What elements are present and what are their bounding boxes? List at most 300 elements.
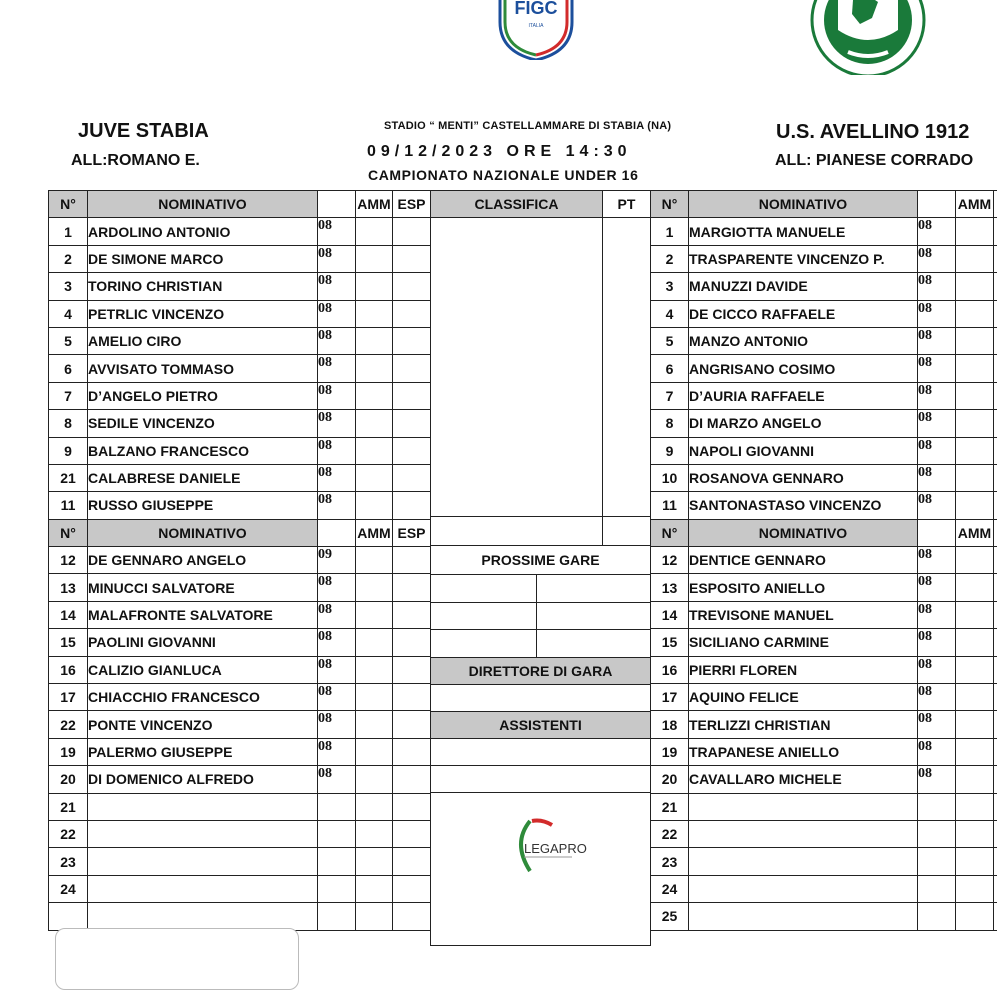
home-sub-row (49, 848, 431, 875)
home-sub-number: 22 (49, 711, 88, 738)
away-starter-number: 7 (651, 382, 689, 409)
pt-header: PT (603, 191, 651, 218)
home-sub-row (49, 903, 431, 930)
home-starter-esp-cell (393, 327, 431, 354)
home-sub-number: 12 (49, 547, 88, 574)
away-sub-amm-cell (956, 738, 994, 765)
assistente-2-field (431, 765, 651, 792)
away-sub-number: 17 (651, 684, 689, 711)
away-starter-name: DE CICCO RAFFAELE (689, 300, 918, 327)
home-starter-esp-cell (393, 464, 431, 491)
away-starter-esp-cell (994, 245, 997, 272)
away-starter-esp-cell (994, 437, 997, 464)
classifica-header: CLASSIFICA (431, 191, 603, 218)
away-sub-esp-cell (994, 820, 997, 847)
away-starter-amm-cell (956, 437, 994, 464)
away-starter-birth-year: 08 (918, 492, 956, 519)
home-sub-number: 21 (49, 793, 88, 820)
away-starter-row (651, 464, 997, 491)
col-nominativo-header: NOMINATIVO (88, 191, 318, 218)
away-sub-amm-cell (956, 601, 994, 628)
away-sub-esp-cell (994, 848, 997, 875)
home-sub-amm-cell (356, 875, 393, 902)
away-sub-number: 22 (651, 820, 689, 847)
away-sub-amm-cell (956, 684, 994, 711)
home-sub-name: MINUCCI SALVATORE (88, 574, 318, 601)
home-sub-esp-cell (393, 848, 431, 875)
home-sub-row (49, 684, 431, 711)
away-starter-birth-year: 08 (918, 355, 956, 382)
away-starter-number: 9 (651, 437, 689, 464)
home-sub-amm-cell (356, 820, 393, 847)
home-sub-name: DI DOMENICO ALFREDO (88, 766, 318, 793)
home-sub-amm-cell (356, 903, 393, 930)
away-starter-name: ANGRISANO COSIMO (689, 355, 918, 382)
stadium-name: STADIO “ MENTI” CASTELLAMMARE DI STABIA (NA) (384, 120, 671, 132)
home-starter-number: 3 (49, 273, 88, 300)
match-datetime: 09/12/2023 ORE 14:30 (367, 143, 632, 161)
home-starter-row (49, 410, 431, 437)
avellino-crest (808, 0, 928, 75)
assistenti-header: ASSISTENTI (431, 711, 651, 738)
away-starter-amm-cell (956, 464, 994, 491)
home-starter-row (49, 273, 431, 300)
home-sub-esp-cell (393, 656, 431, 683)
home-starter-amm-cell (356, 355, 393, 382)
home-sub-number: 22 (49, 820, 88, 847)
away-starter-esp-cell (994, 492, 997, 519)
away-sub-esp-cell (994, 574, 997, 601)
home-sub-row (49, 766, 431, 793)
away-starter-name: NAPOLI GIOVANNI (689, 437, 918, 464)
away-starter-row (651, 410, 997, 437)
pt-box (603, 218, 651, 517)
away-starter-birth-year: 08 (918, 437, 956, 464)
away-starter-name: DI MARZO ANGELO (689, 410, 918, 437)
away-starter-esp-cell (994, 382, 997, 409)
home-sub-birth-year: 08 (318, 656, 356, 683)
direttore-header: DIRETTORE DI GARA (431, 657, 651, 684)
home-starter-number: 1 (49, 218, 88, 245)
away-sub-row (651, 820, 997, 847)
away-starter-name: TRASPARENTE VINCENZO P. (689, 245, 918, 272)
home-starter-name: TORINO CHRISTIAN (88, 273, 318, 300)
home-sub-amm-cell (356, 629, 393, 656)
home-sub-row (49, 574, 431, 601)
away-starter-row (651, 355, 997, 382)
home-sub-name: PALERMO GIUSEPPE (88, 738, 318, 765)
away-sub-number: 13 (651, 574, 689, 601)
away-starter-number: 6 (651, 355, 689, 382)
away-starter-esp-cell (994, 410, 997, 437)
home-sub-name: PONTE VINCENZO (88, 711, 318, 738)
home-starter-number: 7 (49, 382, 88, 409)
home-sub-row (49, 629, 431, 656)
home-starter-name: PETRLIC VINCENZO (88, 300, 318, 327)
overlay-card[interactable] (55, 928, 299, 990)
home-starter-amm-cell (356, 327, 393, 354)
home-sub-amm-cell (356, 711, 393, 738)
away-sub-birth-year: 08 (918, 766, 956, 793)
away-sub-name: DENTICE GENNARO (689, 547, 918, 574)
home-sub-esp-cell (393, 738, 431, 765)
col-number-header: N° (49, 519, 88, 546)
home-starter-row (49, 327, 431, 354)
away-sub-name (689, 848, 918, 875)
away-starter-row (651, 492, 997, 519)
away-sub-amm-cell (956, 875, 994, 902)
away-starter-birth-year: 08 (918, 327, 956, 354)
home-starter-name: ARDOLINO ANTONIO (88, 218, 318, 245)
home-starter-esp-cell (393, 410, 431, 437)
away-sub-amm-cell (956, 574, 994, 601)
home-starter-birth-year: 08 (318, 492, 356, 519)
away-starter-number: 11 (651, 492, 689, 519)
home-starter-name: D’ANGELO PIETRO (88, 382, 318, 409)
away-sub-name: TREVISONE MANUEL (689, 601, 918, 628)
away-sub-birth-year: 08 (918, 738, 956, 765)
home-sub-esp-cell (393, 875, 431, 902)
away-sub-name: ESPOSITO ANIELLO (689, 574, 918, 601)
away-sub-row (651, 793, 997, 820)
away-sub-number: 19 (651, 738, 689, 765)
away-sub-esp-cell (994, 766, 997, 793)
home-sub-birth-year: 08 (318, 574, 356, 601)
figc-logo-text: FIGC (515, 0, 558, 18)
home-sub-number: 15 (49, 629, 88, 656)
home-sub-esp-cell (393, 903, 431, 930)
home-sub-esp-cell (393, 766, 431, 793)
away-sub-number: 20 (651, 766, 689, 793)
home-sub-birth-year (318, 793, 356, 820)
away-starter-esp-cell (994, 355, 997, 382)
away-sub-esp-cell (994, 684, 997, 711)
home-starter-esp-cell (393, 218, 431, 245)
home-sub-number: 16 (49, 656, 88, 683)
home-sub-name (88, 820, 318, 847)
competition-name: CAMPIONATO NAZIONALE UNDER 16 (368, 167, 638, 183)
home-starter-esp-cell (393, 245, 431, 272)
col-amm-header: AMM (956, 519, 994, 546)
away-starter-esp-cell (994, 327, 997, 354)
away-starters-body (651, 191, 997, 520)
away-starter-amm-cell (956, 245, 994, 272)
away-sub-esp-cell (994, 875, 997, 902)
home-sub-esp-cell (393, 629, 431, 656)
away-starter-number: 1 (651, 218, 689, 245)
away-sub-number: 24 (651, 875, 689, 902)
home-starter-birth-year: 08 (318, 464, 356, 491)
away-starter-birth-year: 08 (918, 410, 956, 437)
away-sub-birth-year: 08 (918, 574, 956, 601)
home-starter-esp-cell (393, 437, 431, 464)
home-sub-esp-cell (393, 793, 431, 820)
away-subs-header-row (651, 519, 997, 546)
home-sub-name (88, 793, 318, 820)
away-starter-esp-cell (994, 273, 997, 300)
home-starter-amm-cell (356, 464, 393, 491)
home-sub-row (49, 793, 431, 820)
home-sub-birth-year: 08 (318, 766, 356, 793)
home-starter-amm-cell (356, 273, 393, 300)
away-sub-amm-cell (956, 629, 994, 656)
home-sub-row (49, 601, 431, 628)
home-sub-number: 19 (49, 738, 88, 765)
away-sub-name: PIERRI FLOREN (689, 656, 918, 683)
away-sub-row (651, 601, 997, 628)
home-starter-esp-cell (393, 300, 431, 327)
away-sub-name: CAVALLARO MICHELE (689, 766, 918, 793)
away-starter-amm-cell (956, 218, 994, 245)
away-roster-table (650, 190, 997, 931)
home-starter-name: SEDILE VINCENZO (88, 410, 318, 437)
home-starter-number: 5 (49, 327, 88, 354)
home-starter-number: 21 (49, 464, 88, 491)
away-starter-amm-cell (956, 273, 994, 300)
away-sub-birth-year: 08 (918, 601, 956, 628)
home-starter-number: 6 (49, 355, 88, 382)
home-starter-amm-cell (356, 300, 393, 327)
away-sub-esp-cell (994, 738, 997, 765)
home-sub-row (49, 547, 431, 574)
home-sub-name: PAOLINI GIOVANNI (88, 629, 318, 656)
home-starter-number: 8 (49, 410, 88, 437)
away-sub-number: 16 (651, 656, 689, 683)
away-starter-birth-year: 08 (918, 218, 956, 245)
home-sub-amm-cell (356, 656, 393, 683)
prossime-gare-header: PROSSIME GARE (431, 546, 651, 575)
home-starters-body (49, 191, 431, 520)
away-sub-row (651, 574, 997, 601)
away-sub-amm-cell (956, 848, 994, 875)
away-starter-row (651, 300, 997, 327)
away-header-row (651, 191, 997, 218)
away-sub-birth-year (918, 793, 956, 820)
home-starter-row (49, 355, 431, 382)
home-starter-name: BALZANO FRANCESCO (88, 437, 318, 464)
away-starter-number: 5 (651, 327, 689, 354)
away-sub-row (651, 766, 997, 793)
home-starter-amm-cell (356, 245, 393, 272)
home-starter-number: 4 (49, 300, 88, 327)
away-sub-row (651, 738, 997, 765)
home-sub-birth-year: 08 (318, 711, 356, 738)
home-starter-row (49, 218, 431, 245)
home-starter-name: CALABRESE DANIELE (88, 464, 318, 491)
away-sub-amm-cell (956, 711, 994, 738)
away-sub-esp-cell (994, 547, 997, 574)
away-starter-birth-year: 08 (918, 464, 956, 491)
away-starter-amm-cell (956, 382, 994, 409)
away-starter-amm-cell (956, 410, 994, 437)
away-sub-name: TRAPANESE ANIELLO (689, 738, 918, 765)
away-sub-esp-cell (994, 793, 997, 820)
away-subs-body (651, 519, 997, 930)
away-sub-amm-cell (956, 766, 994, 793)
home-sub-name: MALAFRONTE SALVATORE (88, 601, 318, 628)
home-sub-birth-year: 08 (318, 738, 356, 765)
away-team-name: U.S. AVELLINO 1912 (776, 121, 969, 144)
direttore-field (431, 684, 651, 711)
home-starter-name: AVVISATO TOMMASO (88, 355, 318, 382)
home-starter-birth-year: 08 (318, 273, 356, 300)
away-starter-number: 4 (651, 300, 689, 327)
away-starter-name: MANUZZI DAVIDE (689, 273, 918, 300)
away-sub-birth-year (918, 820, 956, 847)
home-starter-birth-year: 08 (318, 300, 356, 327)
col-number-header: N° (651, 519, 689, 546)
away-starter-number: 8 (651, 410, 689, 437)
figc-logo-subtext: ITALIA (529, 23, 545, 29)
away-sub-esp-cell (994, 711, 997, 738)
away-starter-name: ROSANOVA GENNARO (689, 464, 918, 491)
away-starter-name: D’AURIA RAFFAELE (689, 382, 918, 409)
home-sub-name (88, 875, 318, 902)
home-sub-name (88, 848, 318, 875)
home-sub-amm-cell (356, 766, 393, 793)
away-starter-birth-year: 08 (918, 273, 956, 300)
home-starter-row (49, 492, 431, 519)
away-sub-birth-year: 08 (918, 656, 956, 683)
home-starter-amm-cell (356, 382, 393, 409)
col-amm-header: AMM (356, 519, 393, 546)
home-sub-amm-cell (356, 547, 393, 574)
home-sub-number: 14 (49, 601, 88, 628)
away-sub-esp-cell (994, 601, 997, 628)
away-sub-amm-cell (956, 793, 994, 820)
home-starter-name: DE SIMONE MARCO (88, 245, 318, 272)
home-starter-row (49, 245, 431, 272)
home-sub-birth-year: 08 (318, 629, 356, 656)
away-sub-row (651, 875, 997, 902)
away-sub-amm-cell (956, 547, 994, 574)
away-starter-amm-cell (956, 492, 994, 519)
home-sub-birth-year (318, 903, 356, 930)
home-sub-amm-cell (356, 684, 393, 711)
away-starter-name: SANTONASTASO VINCENZO (689, 492, 918, 519)
home-sub-number: 13 (49, 574, 88, 601)
away-sub-row (651, 656, 997, 683)
away-sub-esp-cell (994, 629, 997, 656)
home-sub-row (49, 711, 431, 738)
home-starter-birth-year: 08 (318, 245, 356, 272)
assistente-1-field (431, 738, 651, 765)
away-coach: ALL: PIANESE CORRADO (775, 152, 973, 170)
home-starter-number: 11 (49, 492, 88, 519)
away-sub-row (651, 629, 997, 656)
home-sub-number: 20 (49, 766, 88, 793)
home-starter-birth-year: 08 (318, 382, 356, 409)
home-sub-esp-cell (393, 574, 431, 601)
away-starter-esp-cell (994, 218, 997, 245)
home-sub-name: CALIZIO GIANLUCA (88, 656, 318, 683)
away-sub-birth-year: 08 (918, 711, 956, 738)
col-number-header: N° (49, 191, 88, 218)
away-sub-esp-cell (994, 656, 997, 683)
home-starter-number: 2 (49, 245, 88, 272)
away-sub-number: 12 (651, 547, 689, 574)
home-starter-name: AMELIO CIRO (88, 327, 318, 354)
home-starter-amm-cell (356, 437, 393, 464)
col-amm-header: AMM (356, 191, 393, 218)
away-sub-name: SICILIANO CARMINE (689, 629, 918, 656)
away-starter-birth-year: 08 (918, 300, 956, 327)
col-amm-header: AMM (956, 191, 994, 218)
away-starter-row (651, 437, 997, 464)
home-sub-number: 17 (49, 684, 88, 711)
away-starter-amm-cell (956, 327, 994, 354)
away-starter-number: 10 (651, 464, 689, 491)
home-starter-birth-year: 08 (318, 355, 356, 382)
away-sub-birth-year: 08 (918, 684, 956, 711)
away-starter-number: 2 (651, 245, 689, 272)
home-sub-birth-year (318, 875, 356, 902)
home-sub-amm-cell (356, 738, 393, 765)
away-sub-name (689, 793, 918, 820)
home-sub-birth-year (318, 848, 356, 875)
away-sub-amm-cell (956, 903, 994, 930)
away-sub-name (689, 820, 918, 847)
home-sub-birth-year: 08 (318, 601, 356, 628)
away-starter-number: 3 (651, 273, 689, 300)
col-nominativo-header: NOMINATIVO (689, 519, 918, 546)
legapro-logo-text: LEGAPRO (524, 841, 587, 856)
home-header-row (49, 191, 431, 218)
away-starter-row (651, 273, 997, 300)
away-sub-name (689, 903, 918, 930)
away-starter-birth-year: 08 (918, 382, 956, 409)
home-sub-name: DE GENNARO ANGELO (88, 547, 318, 574)
away-sub-amm-cell (956, 820, 994, 847)
away-sub-number: 14 (651, 601, 689, 628)
away-sub-esp-cell (994, 903, 997, 930)
home-sub-amm-cell (356, 793, 393, 820)
home-sub-birth-year (318, 820, 356, 847)
home-starter-esp-cell (393, 355, 431, 382)
home-sub-amm-cell (356, 601, 393, 628)
away-sub-name: AQUINO FELICE (689, 684, 918, 711)
col-nominativo-header: NOMINATIVO (88, 519, 318, 546)
home-sub-esp-cell (393, 711, 431, 738)
away-sub-row (651, 684, 997, 711)
away-starter-birth-year: 08 (918, 245, 956, 272)
home-sub-number: 24 (49, 875, 88, 902)
home-starter-row (49, 437, 431, 464)
home-sub-esp-cell (393, 684, 431, 711)
home-team-name: JUVE STABIA (78, 120, 209, 143)
away-sub-row (651, 711, 997, 738)
home-starter-row (49, 464, 431, 491)
col-nominativo-header: NOMINATIVO (689, 191, 918, 218)
away-sub-number: 18 (651, 711, 689, 738)
away-starter-row (651, 218, 997, 245)
home-sub-esp-cell (393, 820, 431, 847)
away-sub-row (651, 547, 997, 574)
col-number-header: N° (651, 191, 689, 218)
home-sub-name: CHIACCHIO FRANCESCO (88, 684, 318, 711)
away-starter-name: MARGIOTTA MANUELE (689, 218, 918, 245)
home-starter-birth-year: 08 (318, 437, 356, 464)
home-starter-birth-year: 08 (318, 327, 356, 354)
home-sub-row (49, 820, 431, 847)
home-sub-row (49, 875, 431, 902)
away-sub-birth-year (918, 875, 956, 902)
away-starter-esp-cell (994, 464, 997, 491)
away-sub-birth-year (918, 903, 956, 930)
col-esp-header: ESP (393, 519, 431, 546)
home-starter-row (49, 300, 431, 327)
home-starter-birth-year: 08 (318, 218, 356, 245)
